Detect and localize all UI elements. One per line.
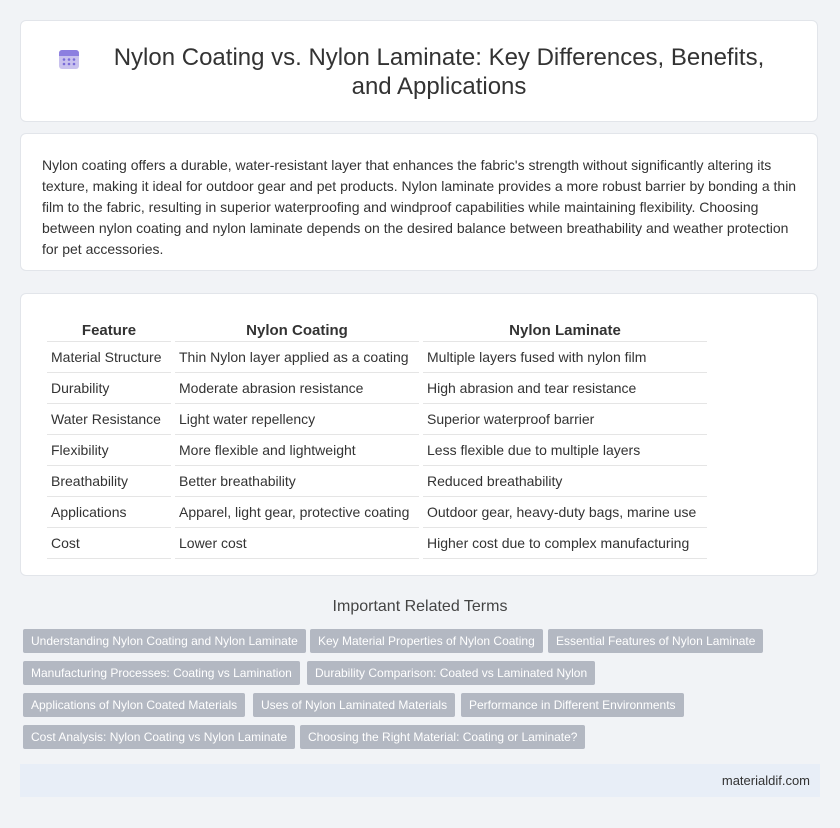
related-term-link[interactable]: Choosing the Right Material: Coating or Laminate? <box>300 725 585 749</box>
page-title: Nylon Coating vs. Nylon Laminate: Key Differences, Benefits, and Applications <box>113 44 765 100</box>
related-term-link[interactable]: Manufacturing Processes: Coating vs Lamination <box>23 661 300 685</box>
cell-coating: Better breathability <box>175 466 419 497</box>
related-term-link[interactable]: Cost Analysis: Nylon Coating vs Nylon Laminate <box>23 725 295 749</box>
related-term-link[interactable]: Essential Features of Nylon Laminate <box>548 629 763 653</box>
cell-laminate: Outdoor gear, heavy-duty bags, marine use <box>423 497 707 528</box>
column-header-feature: Feature <box>47 317 171 342</box>
cell-laminate: Multiple layers fused with nylon film <box>423 342 707 373</box>
column-header-laminate: Nylon Laminate <box>423 317 707 342</box>
cell-feature: Breathability <box>47 466 171 497</box>
cell-feature: Water Resistance <box>47 404 171 435</box>
cell-laminate: Higher cost due to complex manufacturing <box>423 528 707 559</box>
table-row <box>47 528 707 559</box>
related-term-link[interactable]: Performance in Different Environments <box>461 693 684 717</box>
footer <box>20 764 820 797</box>
related-term-link[interactable]: Understanding Nylon Coating and Nylon Laminate <box>23 629 306 653</box>
table-row <box>47 497 707 528</box>
cell-laminate: Reduced breathability <box>423 466 707 497</box>
cell-coating: Thin Nylon layer applied as a coating <box>175 342 419 373</box>
header-card <box>20 20 818 122</box>
cell-laminate: High abrasion and tear resistance <box>423 373 707 404</box>
comparison-card <box>20 293 818 576</box>
cell-feature: Applications <box>47 497 171 528</box>
related-term-link[interactable]: Applications of Nylon Coated Materials <box>23 693 245 717</box>
table-row <box>47 466 707 497</box>
intro-paragraph: Nylon coating offers a durable, water-resistant layer that enhances the fabric's strength without significantly altering its texture, making it ideal for outdoor gear and pet products. Nylon laminate provides a more robust barrier by bonding a thin film to the fabric, resulting in superior waterproofing and windproof capabilities while maintaining flexibility. Choosing between nylon coating and nylon laminate depends on the desired balance between breathability and weather protection for pet accessories. <box>42 157 797 257</box>
cell-coating: Light water repellency <box>175 404 419 435</box>
table-header-row <box>47 317 707 342</box>
cell-coating: Moderate abrasion resistance <box>175 373 419 404</box>
table-row <box>47 404 707 435</box>
cell-coating: More flexible and lightweight <box>175 435 419 466</box>
comparison-table <box>43 317 711 559</box>
table-row <box>47 435 707 466</box>
related-term-link[interactable]: Uses of Nylon Laminated Materials <box>253 693 455 717</box>
cell-feature: Material Structure <box>47 342 171 373</box>
related-terms-title: Important Related Terms <box>332 598 508 615</box>
intro-card <box>20 133 818 271</box>
cell-laminate: Less flexible due to multiple layers <box>423 435 707 466</box>
cell-coating: Apparel, light gear, protective coating <box>175 497 419 528</box>
cell-feature: Durability <box>47 373 171 404</box>
column-header-coating: Nylon Coating <box>175 317 419 342</box>
table-row <box>47 342 707 373</box>
related-term-link[interactable]: Durability Comparison: Coated vs Laminated Nylon <box>307 661 595 685</box>
cell-coating: Lower cost <box>175 528 419 559</box>
cell-laminate: Superior waterproof barrier <box>423 404 707 435</box>
table-row <box>47 373 707 404</box>
related-term-link[interactable]: Key Material Properties of Nylon Coating <box>310 629 543 653</box>
footer-site: materialdif.com <box>721 773 810 788</box>
cell-feature: Cost <box>47 528 171 559</box>
cell-feature: Flexibility <box>47 435 171 466</box>
